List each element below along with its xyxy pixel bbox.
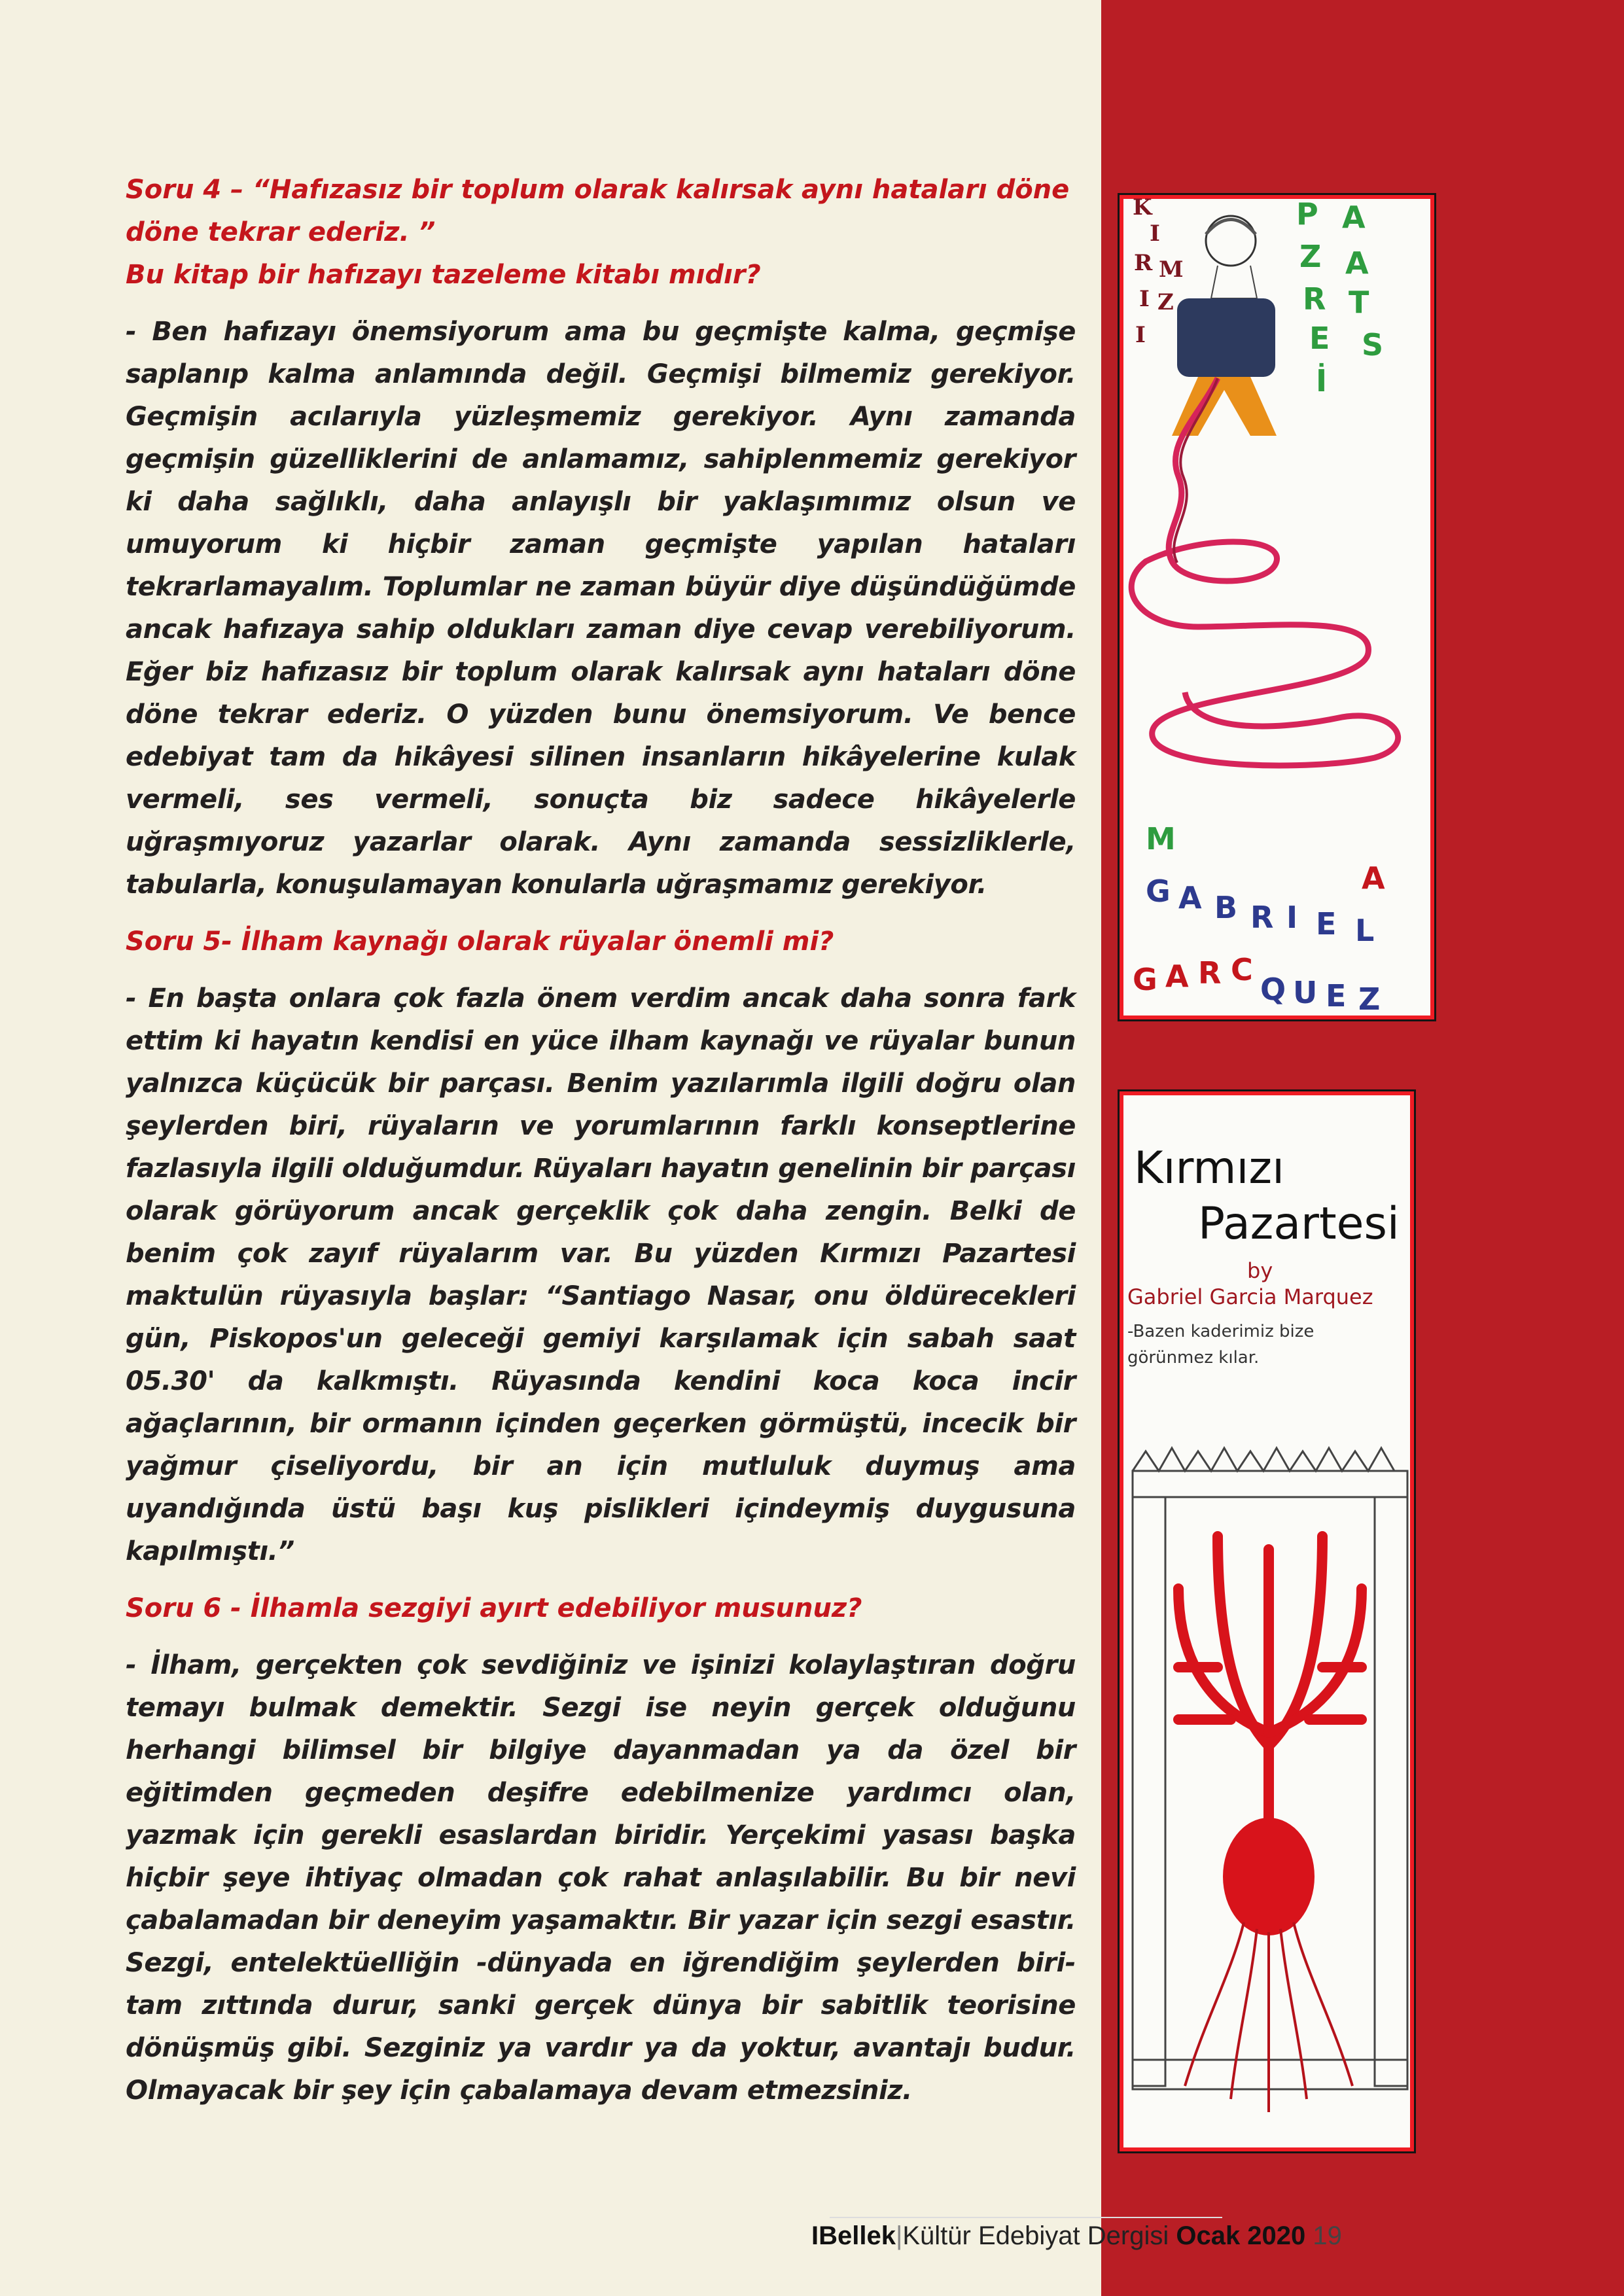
bottom-letter-10: G — [1133, 962, 1157, 997]
question-5: Soru 5- İlham kaynağı olarak rüyalar önemli mi? — [126, 927, 834, 957]
drawing-by: by — [1247, 1258, 1273, 1283]
footer-issue: Ocak 2020 — [1176, 2221, 1306, 2250]
bottom-letter-12: R — [1198, 955, 1222, 991]
left-letter-3: R — [1134, 250, 1153, 276]
left-letter-2: I — [1150, 221, 1160, 247]
question-4-line-2: Bu kitap bir hafızayı tazeleme kitabı mıdır? — [126, 260, 761, 290]
bottom-letter-8: E — [1316, 906, 1337, 942]
question-4 — [126, 169, 1076, 296]
bottom-letter-1: M — [1146, 821, 1176, 857]
left-letter-7: I — [1135, 322, 1146, 348]
drawing-caption-2: görünmez kılar. — [1127, 1348, 1260, 1368]
left-letter-5: I — [1139, 286, 1150, 312]
drawing-title-line-2: Pazartesi — [1198, 1198, 1400, 1250]
drawing-author: Gabriel Garcia Marquez — [1127, 1284, 1373, 1309]
bottom-letter-17: Z — [1358, 981, 1381, 1017]
bottom-letter-5: B — [1214, 890, 1238, 925]
left-letter-6: Z — [1157, 289, 1174, 315]
right-letter-5: R — [1303, 281, 1326, 317]
bottom-letter-9: L — [1355, 913, 1375, 948]
bottom-letter-6: R — [1250, 900, 1274, 935]
footer-page-number: 19 — [1313, 2221, 1342, 2250]
footer-separator: | — [895, 2221, 903, 2250]
left-letter-4: M — [1159, 256, 1184, 283]
footer-rule — [830, 2217, 1222, 2218]
bottom-letter-7: I — [1286, 900, 1298, 935]
answer-4: - Ben hafızayı önemsiyorum ama bu geçmişte kalma, geçmişe saplanıp kalma anlamında değil. Geçmişi bilmemiz gerekiyor. Geçmişin acılarıyla yüzleşmemiz gerekiyor. Aynı zamanda geçmişin güzelliklerini de anlamamız, sahiplenmemiz gerekiyor ki daha sağlıklı, daha anlayışlı bir yaklaşımımız olsun ve umuyorum ki hiçbir zaman geçmişte yapılan hataları tekrarlamayalım. Toplumlar ne zaman büyür diye düşündüğümde ancak hafızaya sahip oldukları zaman diye cevap verebiliyorum. Eğer biz hafızasız bir toplum olarak kalırsak aynı hataları döne döne tekrar ederiz. O yüzden bunu önemsiyorum. Ve bence edebiyat tam da hikâyesi silinen insanların hikâyelerine kulak vermeli, ses vermeli, sonuçta biz sadece hikâyelerle uğraşmıyoruz yazarlar olarak. Aynı zamanda sessizliklerle, tabularla, konuşulamayan konularla uğraşmamız gerekiyor. — [126, 317, 1076, 900]
drawing-title-line-1: Kırmızı — [1134, 1142, 1284, 1194]
drawing-kirmizi-pazartesi-portrait — [1118, 193, 1436, 1021]
bottom-letter-14: Q — [1260, 972, 1286, 1007]
answer-5: - En başta onlara çok fazla önem verdim ancak daha sonra fark ettim ki hayatın kendisi en yüce ilham kaynağı ve rüyalar bunun yalnızca küçücük bir parçası. Benim yazılarımla ilgili doğru olan şeylerden biri, rüyaların ve yorumlarının farklı konseptlerine fazlasıyla ilgili olduğumdur. Rüyaları hayatın genelinin bir parçası olarak görüyorum ancak gerçeklik çok daha zengin. Belki de benim çok zayıf rüyalarım var. Bu yüzden Kırmızı Pazartesi maktulün rüyasıyla başlar: “Santiago Nasar, onu öldürecekleri gün, Piskopos'un geleceği gemiyi karşılamak için sabah saat 05.30' da kalkmıştı. Rüyasında kendini koca koca incir ağaçlarının, bir ormanın içinden geçerken görmüştü, incecik bir yağmur çiseliyordu, bir an için mutluluk duymuş ama uyandığında üstü başı kuş pislikleri içindeymiş duygusuna kapılmıştı.” — [126, 983, 1076, 1566]
right-letter-1: P — [1296, 196, 1318, 232]
page-footer — [811, 2221, 1466, 2251]
bottom-letter-13: C — [1231, 952, 1253, 987]
bottom-letter-2: A — [1362, 860, 1385, 896]
right-letter-6: T — [1349, 285, 1369, 320]
question-6: Soru 6 - İlhamla sezgiyi ayırt edebiliyor musunuz? — [126, 1593, 862, 1623]
bottom-letter-15: U — [1293, 975, 1318, 1010]
question-4-line-1: Soru 4 – “Hafızasız bir toplum olarak kalırsak aynı hataları döne döne tekrar ederiz. ” — [126, 175, 1070, 247]
footer-brand: IBellek — [811, 2221, 896, 2250]
bottom-letter-11: A — [1165, 959, 1189, 994]
interview-article — [126, 169, 1076, 2112]
answer-6: - İlham, gerçekten çok sevdiğiniz ve işinizi kolaylaştıran doğru temayı bulmak demektir. Sezgi ise neyin gerçek olduğunu herhangi bilimsel bir bilgiye dayanmadan ya da özel bir eğitimden geçmeden deşifre edebilmenize yardımcı olan, yazmak için gerekli esaslardan biridir. Yerçekimi yasası başka hiçbir şeye ihtiyaç olmadan çok rahat anlaşılabilir. Bu bir nevi çabalamadan bir deneyim yaşamaktır. Bir yazar için sezgi esastır. Sezgi, entelektüelliğin -dünyada en iğrendiğim şeylerden biri- tam zıttında durur, sanki gerçek dünya bir sabitlik teorisine dönüşmüş gibi. Sezginiz ya vardır ya da yoktur, avantajı budur. Olmayacak bir şey için çabalamaya devam etmezsiniz. — [126, 1650, 1076, 2106]
drawing-caption-1: -Bazen kaderimiz bize — [1127, 1322, 1315, 1341]
right-letter-7: E — [1309, 321, 1330, 356]
drawing-2-artwork — [1120, 1091, 1418, 2155]
drawing-kirmizi-pazartesi-tree — [1118, 1089, 1416, 2153]
left-letter-1: K — [1133, 195, 1152, 221]
drawing-1-artwork — [1120, 195, 1438, 1023]
right-letter-2: A — [1342, 200, 1366, 235]
bottom-letter-4: A — [1178, 880, 1202, 915]
bottom-letter-3: G — [1146, 874, 1171, 909]
bottom-letter-16: E — [1326, 978, 1347, 1014]
right-letter-9: İ — [1316, 363, 1328, 398]
right-letter-4: A — [1345, 245, 1369, 281]
right-letter-3: Z — [1299, 239, 1322, 274]
right-letter-8: S — [1362, 327, 1384, 362]
footer-magazine: Kültür Edebiyat Dergisi — [902, 2221, 1169, 2250]
